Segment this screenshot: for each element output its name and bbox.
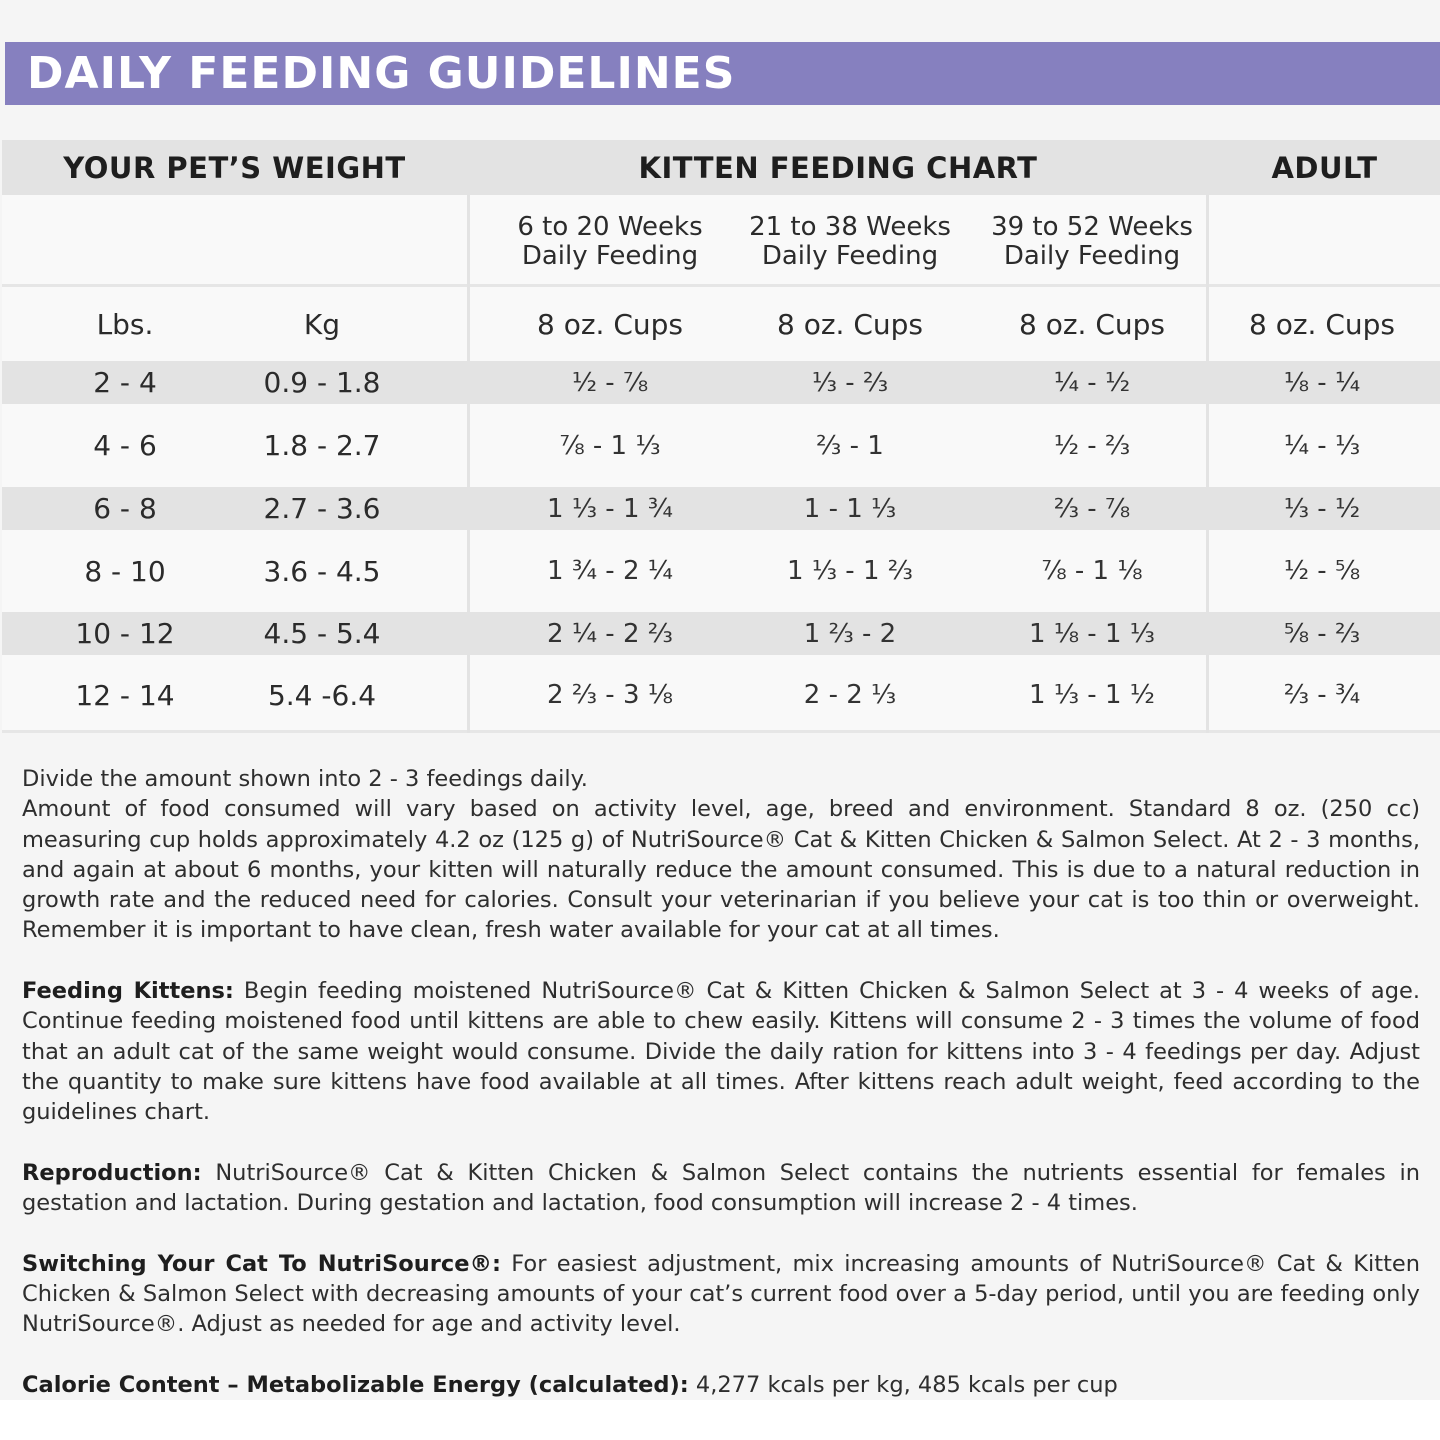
cell-39-52-weeks: ⅔ - ⅞ [1053, 493, 1131, 524]
title-banner [5, 42, 1440, 105]
reproduction-paragraph [22, 1158, 1420, 1219]
cell-lbs: 2 - 4 [93, 366, 157, 399]
cell-lbs: 8 - 10 [84, 554, 166, 588]
cell-lbs: 10 - 12 [75, 617, 175, 650]
cell-21-38-weeks: 1 ⅔ - 2 [803, 618, 897, 649]
cell-39-52-weeks: 1 ⅛ - 1 ⅓ [1029, 618, 1155, 649]
cell-6-20-weeks: 1 ⅓ - 1 ¾ [547, 493, 673, 524]
calorie-text: 4,277 kcals per kg, 485 kcals per cup [688, 1371, 1118, 1398]
cell-kg: 0.9 - 1.8 [263, 366, 381, 399]
header-adult: ADULT [1271, 150, 1378, 185]
table-row [2, 361, 1440, 404]
cell-kg: 1.8 - 2.7 [263, 429, 381, 462]
cell-6-20-weeks: ½ - ⅞ [571, 367, 649, 398]
cell-adult: ⅔ - ¾ [1283, 680, 1361, 710]
age-range: 6 to 20 Weeks [517, 212, 703, 242]
table-row [2, 612, 1440, 655]
intro-paragraph: Amount of food consumed will vary based on activity level, age, breed and environment. Standard 8 oz. (250 cc) measuring cup holds approximately 4.2 oz (125 g) of NutriSource® Cat & Kitten Chicken & Salmon Select. At 2 - 3 months, and again at about 6 months, your kitten will naturally reduce the amount consumed. This is due to a natural reduction in growth rate and the reduced need for calories. Consult your veterinarian if you believe your cat is too thin or overweight. Remember it is important to have clean, fresh water available for your cat at all times. [22, 796, 1420, 944]
table-row [2, 655, 1440, 730]
cell-21-38-weeks: 1 ⅓ - 1 ⅔ [787, 556, 913, 586]
age-range: 21 to 38 Weeks [749, 212, 951, 242]
cell-lbs: 6 - 8 [93, 492, 157, 525]
age-column-21-38 [730, 200, 970, 284]
cell-lbs: 12 - 14 [75, 678, 175, 712]
cell-6-20-weeks: 1 ¾ - 2 ¼ [547, 556, 673, 586]
switching-label: Switching Your Cat To NutriSource®: [22, 1250, 501, 1277]
feeding-notes [22, 764, 1420, 1400]
cell-21-38-weeks: 1 - 1 ⅓ [803, 493, 897, 524]
unit-lbs: Lbs. [96, 307, 154, 341]
header-weight: YOUR PET’S WEIGHT [63, 150, 406, 185]
cell-6-20-weeks: 2 ⅔ - 3 ⅛ [547, 680, 673, 710]
unit-cups: 8 oz. Cups [536, 307, 683, 341]
unit-cups: 8 oz. Cups [1248, 307, 1395, 341]
cell-adult: ⅝ - ⅔ [1283, 618, 1361, 649]
cell-21-38-weeks: 2 - 2 ⅓ [803, 680, 897, 710]
switching-paragraph [22, 1249, 1420, 1340]
cell-adult: ⅛ - ¼ [1283, 367, 1361, 398]
table-row [2, 487, 1440, 530]
cell-adult: ½ - ⅝ [1283, 556, 1361, 586]
age-label: Daily Feeding [761, 241, 939, 271]
cell-39-52-weeks: ⅞ - 1 ⅛ [1041, 556, 1143, 586]
cell-39-52-weeks: ½ - ⅔ [1053, 430, 1131, 461]
intro-line: Divide the amount shown into 2 - 3 feedings daily. [22, 766, 588, 792]
table-row [2, 530, 1440, 612]
unit-cups: 8 oz. Cups [776, 307, 923, 341]
feeding-table [2, 140, 1440, 733]
cell-6-20-weeks: ⅞ - 1 ⅓ [559, 430, 661, 461]
cell-21-38-weeks: ⅔ - 1 [816, 430, 884, 461]
age-label: Daily Feeding [521, 241, 699, 271]
switching-text: For easiest adjustment, mix increasing amounts of NutriSource® Cat & Kitten Chicken & Salmon Select with decreasing amounts of your cat’s current food over a 5-day period, until you are feeding only NutriSource®. Adjust as needed for age and activity level. [22, 1250, 1420, 1338]
cell-39-52-weeks: 1 ⅓ - 1 ½ [1029, 680, 1155, 710]
reproduction-label: Reproduction: [22, 1159, 202, 1186]
cell-21-38-weeks: ⅓ - ⅔ [811, 367, 889, 398]
page-title: DAILY FEEDING GUIDELINES [27, 48, 736, 99]
feeding-kittens-paragraph [22, 976, 1420, 1127]
calorie-paragraph [22, 1370, 1420, 1400]
age-range: 39 to 52 Weeks [991, 212, 1193, 242]
cell-kg: 4.5 - 5.4 [263, 617, 381, 650]
age-column-39-52 [970, 200, 1214, 284]
cell-kg: 2.7 - 3.6 [263, 492, 381, 525]
cell-kg: 3.6 - 4.5 [263, 554, 381, 588]
cell-6-20-weeks: 2 ¼ - 2 ⅔ [547, 618, 673, 649]
reproduction-text: NutriSource® Cat & Kitten Chicken & Salmon Select contains the nutrients essential for females in gestation and lactation. During gestation and lactation, food consumption will increase 2 - 4 times. [22, 1159, 1420, 1217]
cell-39-52-weeks: ¼ - ½ [1053, 367, 1131, 398]
feeding-kittens-text: Begin feeding moistened NutriSource® Cat & Kitten Chicken & Salmon Select at 3 - 4 weeks of age. Continue feeding moistened food until kittens are able to chew easily. Kittens will consume 2 - 3 times the volume of food that an adult cat of the same weight would consume. Divide the daily ration for kittens into 3 - 4 feedings per day. Adjust the quantity to make sure kittens have food available at all times. After kittens reach adult weight, feed according to the guidelines chart. [22, 978, 1420, 1126]
cell-adult: ⅓ - ½ [1283, 493, 1361, 524]
age-column-6-20 [490, 200, 730, 284]
cell-kg: 5.4 -6.4 [267, 678, 377, 712]
unit-kg: Kg [303, 307, 341, 341]
table-row [2, 404, 1440, 487]
unit-cups: 8 oz. Cups [1018, 307, 1165, 341]
calorie-label: Calorie Content – Metabolizable Energy (calculated): [22, 1371, 689, 1398]
cell-lbs: 4 - 6 [93, 429, 157, 462]
age-label: Daily Feeding [1003, 241, 1181, 271]
cell-adult: ¼ - ⅓ [1283, 430, 1361, 461]
header-kitten-chart: KITTEN FEEDING CHART [638, 150, 1038, 185]
feeding-kittens-label: Feeding Kittens: [22, 978, 234, 1005]
